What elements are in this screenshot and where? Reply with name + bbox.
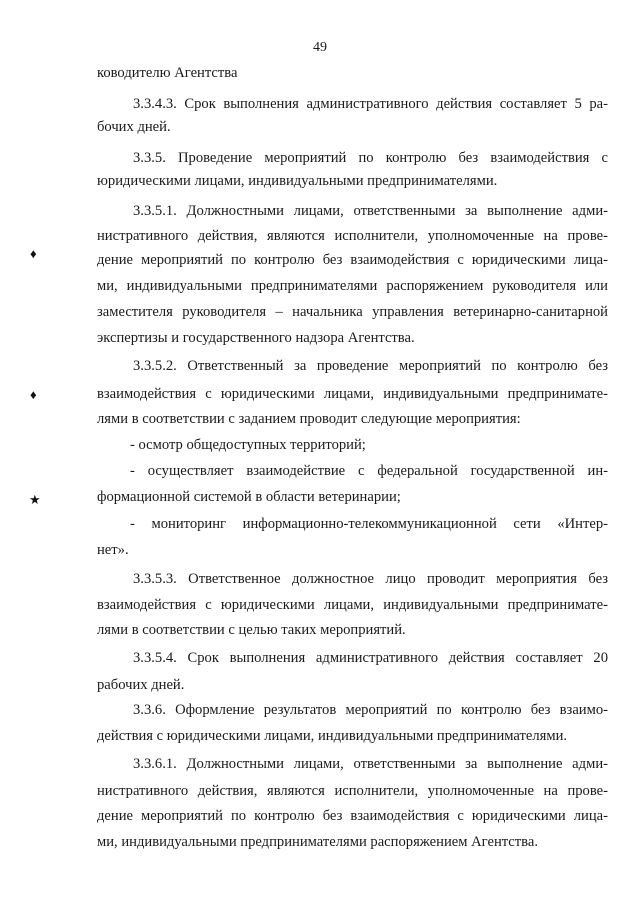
text-line: 3.3.5.4. Срок выполнения административного действия составляет 20 xyxy=(133,650,608,666)
text-line: заместителя руководителя – начальника управления ветеринарно-санитарной xyxy=(97,304,608,320)
text-line: 3.3.4.3. Срок выполнения административного действия составляет 5 ра- xyxy=(133,96,608,112)
text-line: - осуществляет взаимодействие с федеральной государственной ин- xyxy=(130,463,608,479)
text-line: дение мероприятий по контролю без взаимодействия с юридическими лица- xyxy=(97,252,608,268)
text-line: 3.3.5.1. Должностными лицами, ответственными за выполнение адми- xyxy=(133,203,608,219)
binder-mark-icon: ♦ xyxy=(30,387,37,402)
binder-mark-icon: ♦ xyxy=(30,246,37,261)
text-line: нет». xyxy=(97,542,129,558)
text-line: 3.3.5.3. Ответственное должностное лицо проводит мероприятия без xyxy=(133,571,608,587)
binder-mark-icon: ★ xyxy=(29,492,41,507)
text-line: бочих дней. xyxy=(97,119,171,135)
page-number: 49 xyxy=(313,40,327,55)
text-line: взаимодействия с юридическими лицами, индивидуальными предпринимате- xyxy=(97,597,608,613)
text-line: рабочих дней. xyxy=(97,677,185,693)
text-line: - осмотр общедоступных территорий; xyxy=(130,437,366,453)
text-line: взаимодействия с юридическими лицами, индивидуальными предпринимате- xyxy=(97,386,608,402)
text-line: 3.3.6. Оформление результатов мероприятий по контролю без взаимо- xyxy=(133,702,608,718)
text-line: нистративного действия, являются исполнители, уполномоченные на прове- xyxy=(97,783,608,799)
text-line: дение мероприятий по контролю без взаимодействия с юридическими лица- xyxy=(97,808,608,824)
text-line: лями в соответствии с заданием проводит следующие мероприятия: xyxy=(97,411,521,427)
text-line: ми, индивидуальными предпринимателями распоряжением Агентства. xyxy=(97,834,538,850)
text-line: лями в соответствии с целью таких мероприятий. xyxy=(97,622,406,638)
text-line: действия с юридическими лицами, индивидуальными предпринимателями. xyxy=(97,728,568,744)
text-line: ми, индивидуальными предпринимателями распоряжением руководителя или xyxy=(97,278,608,294)
text-line: 3.3.6.1. Должностными лицами, ответственными за выполнение адми- xyxy=(133,756,608,772)
text-line: 3.3.5. Проведение мероприятий по контролю без взаимодействия с xyxy=(133,150,608,166)
text-line: нистративного действия, являются исполнители, уполномоченные на прове- xyxy=(97,228,608,244)
text-line: формационной системой в области ветеринарии; xyxy=(97,489,401,505)
text-line: ководителю Агентства xyxy=(97,65,238,81)
text-line: юридическими лицами, индивидуальными предпринимателями. xyxy=(97,173,498,189)
text-line: экспертизы и государственного надзора Агентства. xyxy=(97,330,415,346)
text-line: - мониторинг информационно-телекоммуникационной сети «Интер- xyxy=(130,516,608,532)
text-line: 3.3.5.2. Ответственный за проведение мероприятий по контролю без xyxy=(133,358,608,374)
